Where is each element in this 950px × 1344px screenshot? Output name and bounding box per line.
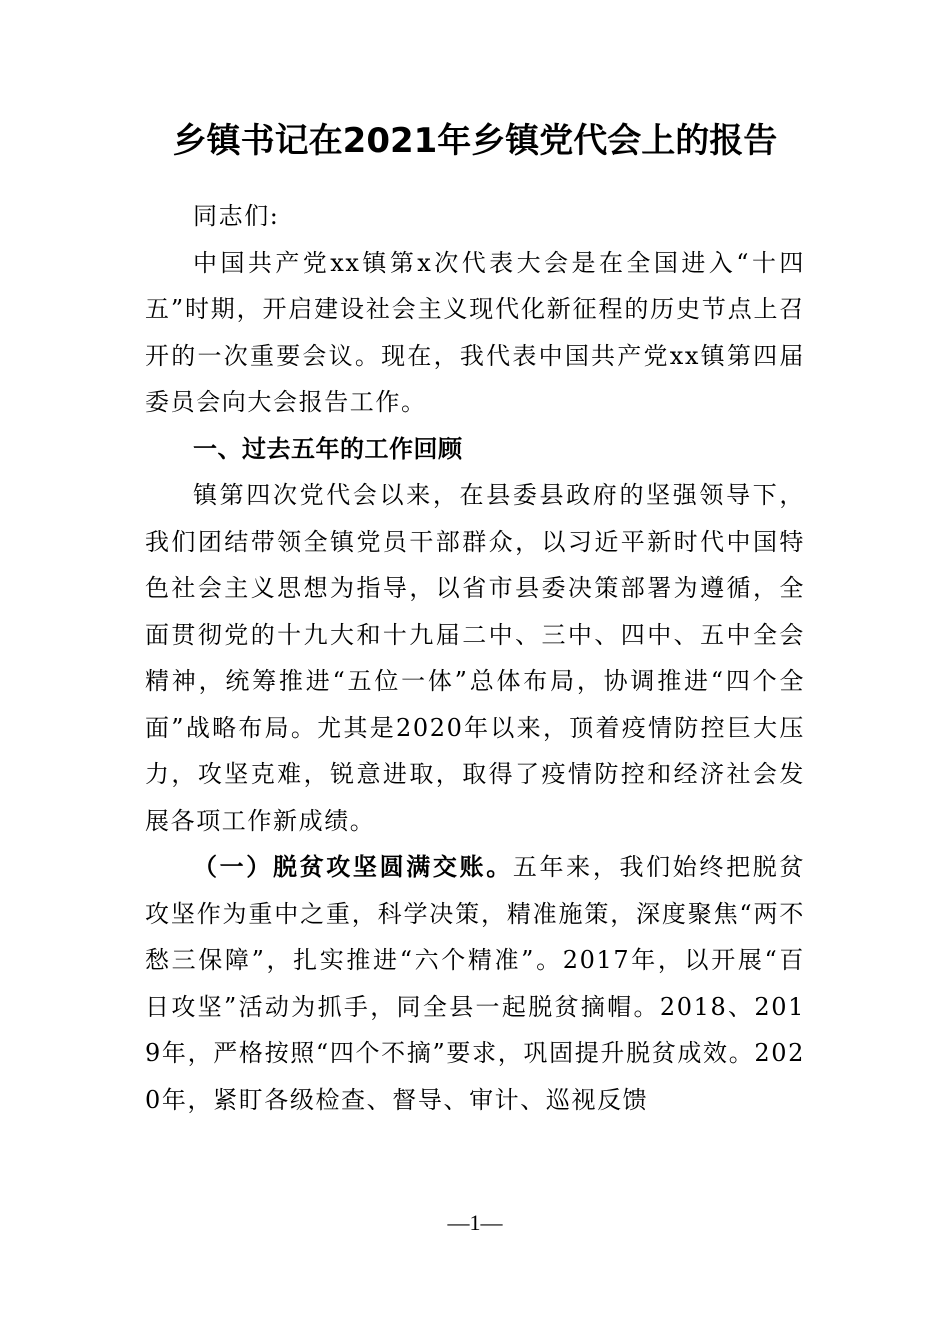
salutation: 同志们: [193,202,280,230]
intro-paragraph: 中国共产党xx镇第x次代表大会是在全国进入“十四五”时期，开启建设社会主义现代化新征程的历史节点上召开的一次重要会议。现在，我代表中国共产党xx镇第四届委员会向大会报告工作。 [145,248,805,416]
poverty-body: 五年来，我们始终把脱贫攻坚作为重中之重，科学决策，精准施策，深度聚焦“两不愁三保障”，扎实推进“六个精准”。2017年，以开展“百日攻坚”活动为抓手，同全县一起脱贫摘帽。2018、2019年，严格按照“四个不摘”要求，巩固提升脱贫成效。2020年，紧盯各级检查、督导、审计、巡视反馈 [145,853,805,1114]
poverty-lead: （一）脱贫攻坚圆满交账。 [193,853,513,881]
page-number: —1— [447,1210,503,1235]
review-paragraph: 镇第四次党代会以来，在县委县政府的坚强领导下，我们团结带领全镇党员干部群众，以习近平新时代中国特色社会主义思想为指导，以省市县委决策部署为遵循，全面贯彻党的十九大和十九届二中、三中、四中、五中全会精神，统筹推进“五位一体”总体布局，协调推进“四个全面”战略布局。尤其是2020年以来，顶着疫情防控巨大压力，攻坚克难，锐意进取，取得了疫情防控和经济社会发展各项工作新成绩。 [145,481,805,835]
section-heading: 一、过去五年的工作回顾 [193,434,463,463]
poverty-paragraph [145,844,805,1123]
document-title: 乡镇书记在2021年乡镇党代会上的报告 [172,121,778,161]
document-body [145,193,805,1123]
